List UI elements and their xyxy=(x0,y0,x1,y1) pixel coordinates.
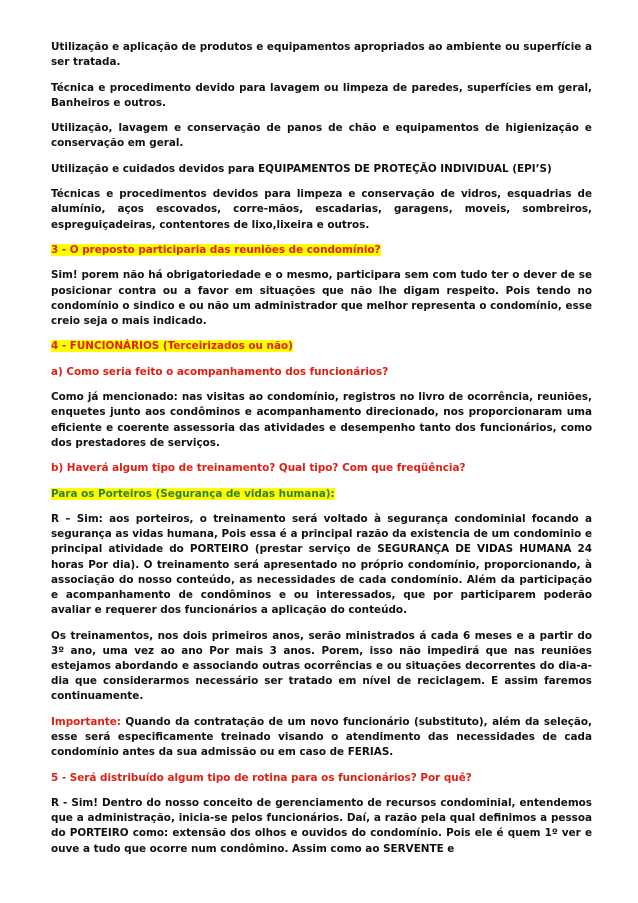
question-b: b) Haverá algum tipo de treinamento? Qual tipo? Com que freqüência? xyxy=(51,462,466,475)
section-3-heading-text: 3 - O preposto participaria das reuniões de condomínio? xyxy=(51,243,381,256)
important-text: Quando da contratação de um novo funcionário (substituto), além da seleção, esse será especificamente treinado visando o atendimento das necessidades de cada condomínio antes da sua admissão ou em caso de FERIAS. xyxy=(51,715,592,759)
section-3-heading xyxy=(51,243,592,258)
document-body xyxy=(51,40,592,857)
paragraph-training-answer: R – Sim: aos porteiros, o treinamento será voltado à segurança condominial focando a segurança as vidas humana, Pois essa é a principal razão da existencia de um condominio e principal atividade do PORTEIRO (prestar serviço de SEGURANÇA DE VIDAS HUMANA 24 horas Por dia). O treinamento será apresentado no próprio condomínio, proporcionando, à associação do nosso conteúdo, as necessidades de cada condomínio. Além da participação e acompanhamento de condôminos e ou interessados, que por participarem poderão avaliar e requerer dos funcionários a aplicação do conteúdo. xyxy=(51,512,592,617)
paragraph-accompaniment-answer: Como já mencionado: nas visitas ao condomínio, registros no livro de ocorrência, reuniões, enquetes junto aos condôminos e acompanhamento direcionado, nos proporcionaram uma eficiente e coerente assessoria das atividades e desempenho tanto dos funcionários, como dos prestadores de serviços. xyxy=(51,391,592,449)
paragraph-preposto-answer: Sim! porem não há obrigatoriedade e o mesmo, participara sem com tudo ter o dever de se posicionar contra ou a favor em situações que não lhe digam respeito. Pois tendo no condomínio o sindico e ou não um administrador que melhor representa o condomínio, esse creio seja o mais indicado. xyxy=(51,269,592,327)
paragraph-training-schedule: Os treinamentos, nos dois primeiros anos, serão ministrados á cada 6 meses e a partir do 3º ano, uma vez ao ano Por mais 3 anos. Porem, isso não impedirá que nas reuniões estejamos abordando e associando outras ocorrências e ou situações decorrentes do dia-a-dia que considerarmos necessário ser tratado em nível de reciclagem. E assim faremos continuamente. xyxy=(51,629,592,703)
paragraph-wall-cleaning: Técnica e procedimento devido para lavagem ou limpeza de paredes, superfícies em geral, Banheiros e outros. xyxy=(51,81,592,109)
paragraph-cloth-conservation: Utilização, lavagem e conservação de panos de chão e equipamentos de higienização e conservação em geral. xyxy=(51,122,592,150)
question-a: a) Como seria feito o acompanhamento dos funcionários? xyxy=(51,365,389,378)
section-4-heading xyxy=(51,339,592,354)
porteiros-subheading xyxy=(51,487,592,502)
porteiros-subheading-text: Para os Porteiros (Segurança de vidas humana): xyxy=(51,487,335,500)
paragraph-glass-cleaning: Técnicas e procedimentos devidos para limpeza e conservação de vidros, esquadrias de alumínio, aços escovados, corre-mãos, escadarias, garagens, moveis, sombreiros, espreguiçadeiras, contentores de lixo,lixeira e outros. xyxy=(51,188,592,231)
paragraph-epi: Utilização e cuidados devidos para EQUIPAMENTOS DE PROTEÇÃO INDIVIDUAL (EPI’S) xyxy=(51,162,552,175)
section-4-heading-text: 4 - FUNCIONÁRIOS (Terceirizados ou não) xyxy=(51,340,293,353)
paragraph-important-note xyxy=(51,715,592,761)
paragraph-routine-answer: R - Sim! Dentro do nosso conceito de gerenciamento de recursos condominial, entendemos que a administração, inicia-se pelos funcionários. Daí, a razão pela qual definimos a pessoa do PORTEIRO como: extensão dos olhos e ouvidos do condomínio. Pois ele é quem 1º ver e ouve a tudo que ocorre num condômino. Assim como ao SERVENTE e xyxy=(51,796,592,855)
section-5-heading: 5 - Será distribuído algum tipo de rotina para os funcionários? Por quê? xyxy=(51,771,472,784)
important-label: Importante: xyxy=(51,715,121,728)
paragraph-product-usage: Utilização e aplicação de produtos e equipamentos apropriados ao ambiente ou superfície a ser tratada. xyxy=(51,41,592,69)
